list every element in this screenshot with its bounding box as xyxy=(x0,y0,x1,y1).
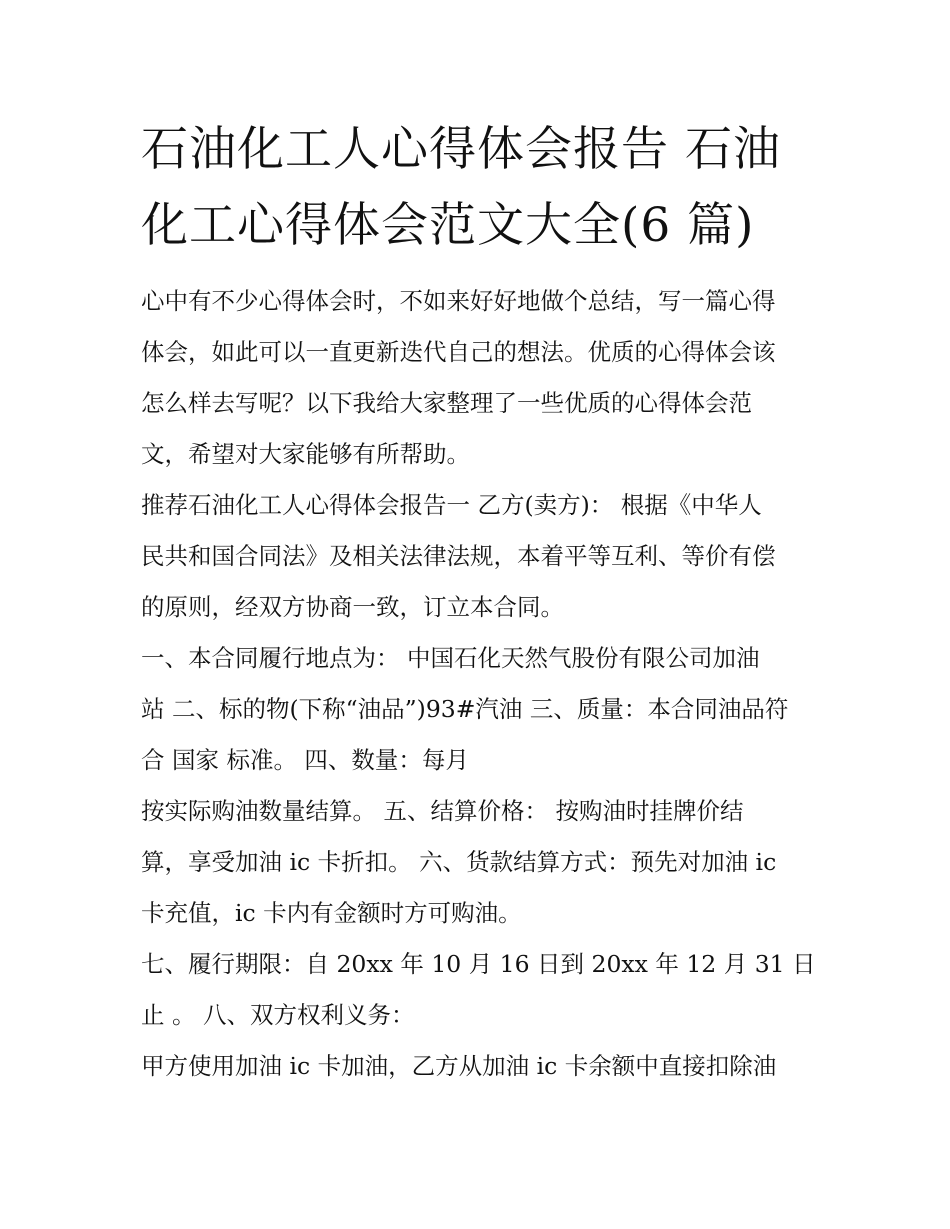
body-line-7: 的原则，经双方协商一致，订立本合同。 xyxy=(141,593,564,621)
body-line-3: 怎么样去写呢？以下我给大家整理了一些优质的心得体会范 xyxy=(141,389,752,417)
body-line-2: 体会，如此可以一直更新迭代自己的想法。优质的心得体会该 xyxy=(141,338,776,366)
document-title xyxy=(141,112,821,264)
body-line-10: 合 国家 标准。 四、数量：每月 xyxy=(141,746,469,774)
title-line-1: 石油化工人心得体会报告 石油 xyxy=(141,122,781,177)
body-line-15: 止 。 八、双方权利义务： xyxy=(141,1001,415,1029)
body-line-8: 一、本合同履行地点为： 中国石化天然气股份有限公司加油 xyxy=(141,644,760,672)
body-line-16: 甲方使用加油 ic 卡加油，乙方从加油 ic 卡余额中直接扣除油 xyxy=(141,1052,777,1080)
body-line-1: 心中有不少心得体会时，不如来好好地做个总结，写一篇心得 xyxy=(141,287,776,315)
body-line-11: 按实际购油数量结算。 五、结算价格： 按购油时挂牌价结 xyxy=(141,797,744,825)
body-line-14: 七、履行期限：自 20xx 年 10 月 16 日到 20xx 年 12 月 31 日 xyxy=(141,950,816,978)
body-line-13: 卡充值，ic 卡内有金额时方可购油。 xyxy=(141,899,522,927)
body-line-6: 民共和国合同法》及相关法律法规，本着平等互利、等价有偿 xyxy=(141,542,776,570)
body-line-9: 站 二、标的物(下称“油品”)93#汽油 三、质量：本合同油品符 xyxy=(141,695,789,723)
title-line-2: 化工心得体会范文大全(6 篇) xyxy=(141,198,755,253)
body-line-12: 算，享受加油 ic 卡折扣。 六、货款结算方式：预先对加油 ic xyxy=(141,848,777,876)
body-line-4: 文，希望对大家能够有所帮助。 xyxy=(141,440,470,468)
body-line-5: 推荐石油化工人心得体会报告一 乙方(卖方)： 根据《中华人 xyxy=(141,491,762,519)
